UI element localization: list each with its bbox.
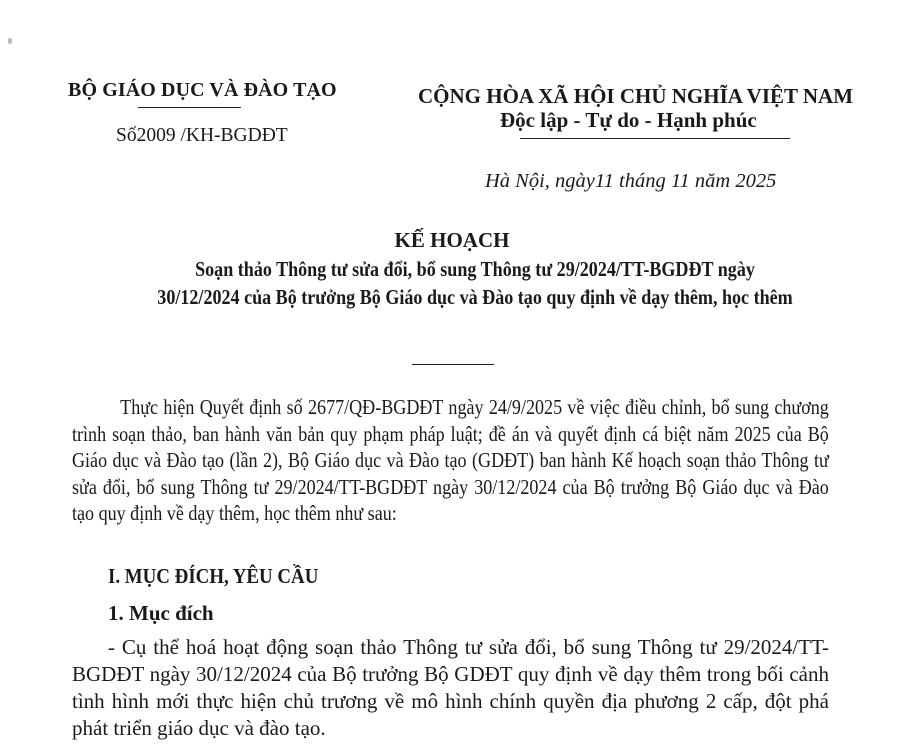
motto-underline xyxy=(520,138,790,139)
place-date: Hà Nội, ngày11 tháng 11 năm 2025 xyxy=(485,170,777,192)
document-number: Số2009 /KH-BGDĐT xyxy=(116,125,288,146)
agency-underline xyxy=(138,107,241,108)
purpose-paragraph xyxy=(72,634,829,742)
intro-paragraph xyxy=(72,394,829,527)
national-motto: Độc lập - Tự do - Hạnh phúc xyxy=(500,108,757,132)
section-heading: I. MỤC ĐÍCH, YÊU CẦU xyxy=(108,564,319,588)
national-title: CỘNG HÒA XÃ HỘI CHỦ NGHĨA VIỆT NAM xyxy=(418,84,854,108)
document-subject: Soạn thảo Thông tư sửa đổi, bổ sung Thông tư 29/2024/TT-BGDĐT ngày 30/12/2024 của Bộ trưởng Bộ Giáo dục và Đào tạo quy định về dạy thêm, học thêm xyxy=(157,257,793,309)
scan-artifact xyxy=(8,38,12,44)
title-divider xyxy=(412,364,494,365)
intro-paragraph-text: Thực hiện Quyết định số 2677/QĐ-BGDĐT ngày 24/9/2025 về việc điều chỉnh, bổ sung chương trình soạn thảo, ban hành văn bản quy phạm pháp luật; đề án và quyết định cá biệt năm 2025 của Bộ Giáo dục và Đào tạo (lần 2), Bộ Giáo dục và Đào tạo (GDĐT) ban hành Kế hoạch soạn thảo Thông tư sửa đổi, bổ sung Thông tư 29/2024/TT-BGDĐT ngày 30/12/2024 của Bộ trưởng Bộ Giáo dục và Đào tạo quy định về dạy thêm, học thêm như sau: xyxy=(72,395,829,525)
document-type-title: KẾ HOẠCH xyxy=(394,228,510,252)
subsection-heading: 1. Mục đích xyxy=(108,601,214,625)
issuing-agency: BỘ GIÁO DỤC VÀ ĐÀO TẠO xyxy=(68,79,337,101)
purpose-paragraph-text: - Cụ thể hoá hoạt động soạn thảo Thông tư sửa đổi, bổ sung Thông tư 29/2024/TT-BGDĐT ngày 30/12/2024 của Bộ trưởng Bộ GDĐT quy định về dạy thêm trong bối cảnh tình hình mới thực hiện chủ trương về mô hình chính quyền địa phương 2 cấp, đột phá phát triển giáo dục và đào tạo. xyxy=(72,635,829,740)
